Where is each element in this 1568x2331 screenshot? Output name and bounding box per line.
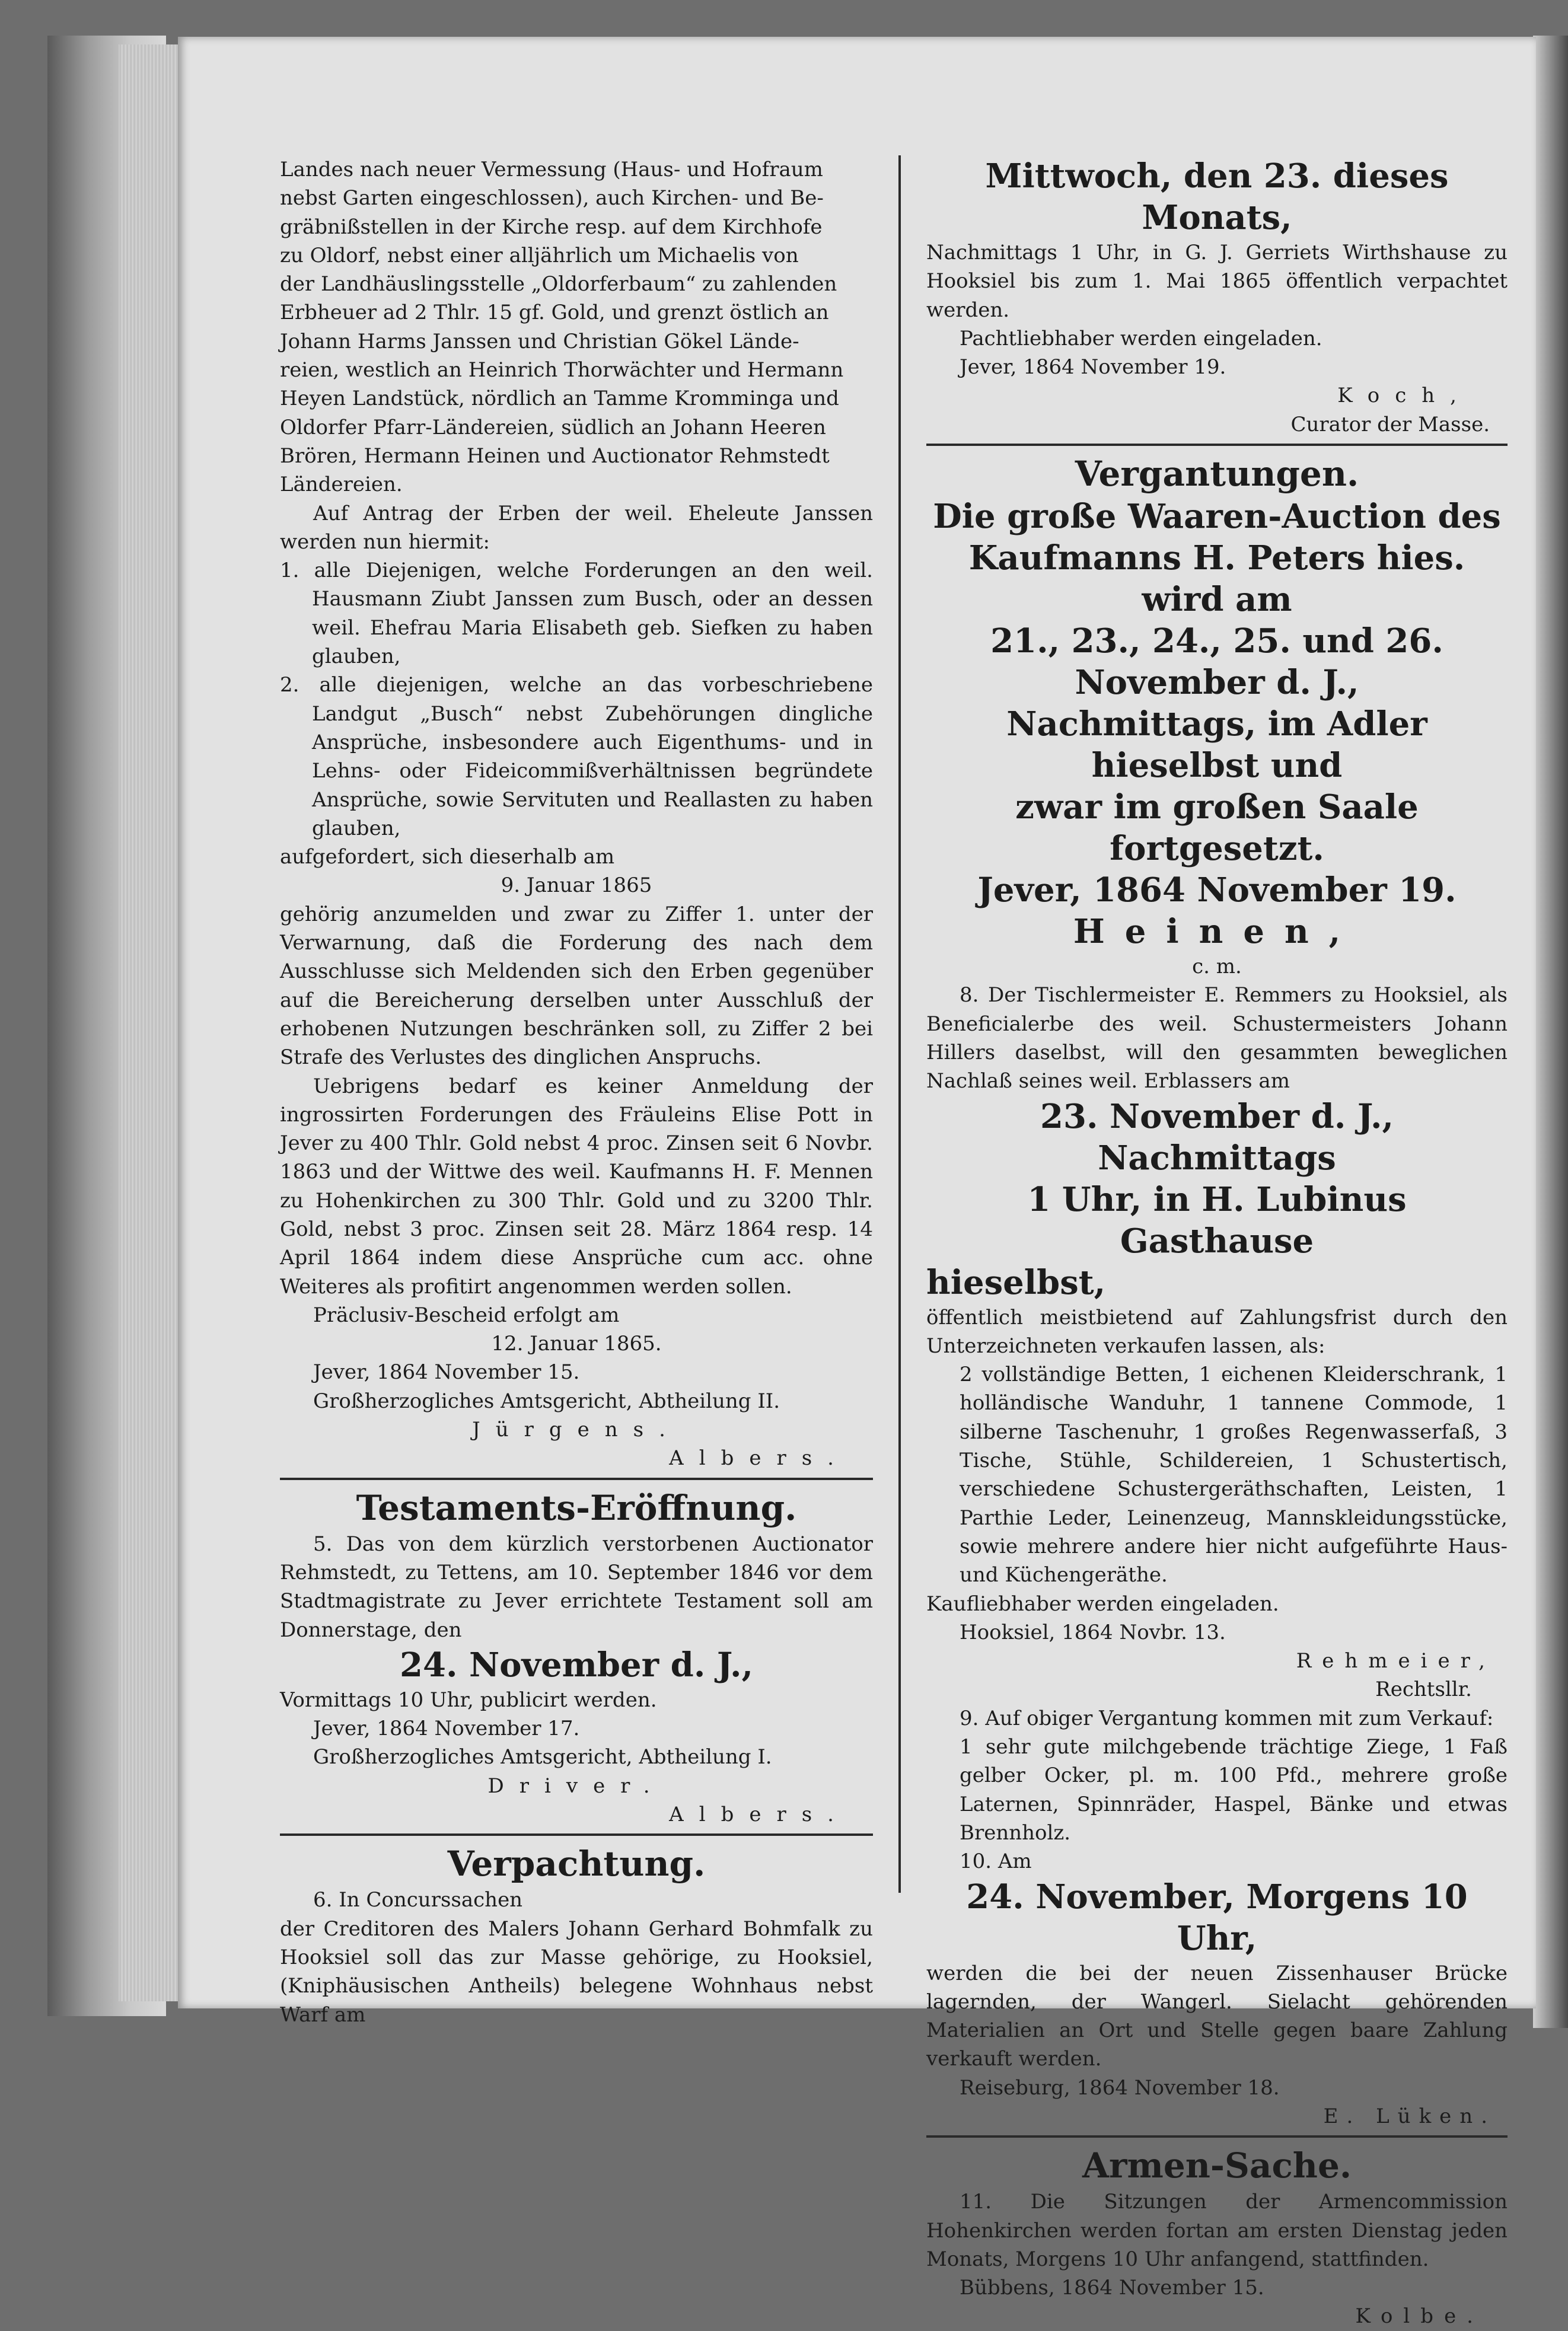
signature-albers-2: Albers.: [669, 1803, 849, 1827]
item8-offentlich: öffentlich meistbietend auf Zahlungsfrist durch den Unterzeichneten verkaufen lassen, als:: [926, 1305, 1508, 1358]
book-spine-right: [1533, 36, 1568, 2028]
signature-albers: Albers.: [669, 1446, 849, 1471]
armen-heading: Armen-Sache.: [1082, 2145, 1352, 2186]
landgut-description: [280, 155, 873, 499]
curator-line: Curator der Masse.: [1290, 412, 1490, 436]
auction-line: Kaufmanns H. Peters hies. wird am: [968, 538, 1465, 620]
auction-line: Nachmittags, im Adler hieselbst und: [1006, 704, 1427, 786]
testament-text: 5. Das von dem kürzlich verstorbenen Auctionator Rehmstedt, zu Tettens, am 10. September 1846 vor dem Stadtmagistrate zu Jever errichtete Testament soll am Donnerstage, den: [280, 1532, 873, 1642]
cm-line: c. m.: [1192, 955, 1242, 979]
praeclusiv-line: Präclusiv-Bescheid erfolgt am: [313, 1303, 620, 1327]
auction-line: Die große Waaren-Auction des: [933, 497, 1501, 537]
section-rule: [280, 1833, 873, 1836]
uebrigens-paragraph: Uebrigens bedarf es keiner Anmeldung der ingrossirten Forderungen des Fräuleins Elise Pott in Jever zu 400 Thlr. Gold nebst 4 proc. Zinsen seit 6 Novbr. 1863 und der Wittwe des weil. Kaufmanns H. F. Mennen zu Hohenkirchen zu 300 Thlr. Gold und zu 3200 Thlr. Gold, nebst 3 proc. Zinsen seit 28. März 1864 resp. 14 April 1864 indem diese Ansprüche cum acc. ohne Weiteres als profitirt angenommen werden sollen.: [280, 1074, 873, 1299]
item8-text: 8. Der Tischlermeister E. Remmers zu Hooksiel, als Beneficialerbe des weil. Schustermeisters Johann Hillers daselbst, will den gesammten beweglichen Nachlaß seines weil. Erblassers am: [926, 983, 1508, 1093]
auction-line: November d. J.,: [1075, 663, 1359, 703]
vergantungen-heading: Vergantungen.: [1075, 454, 1359, 495]
item8-goods: 2 vollständige Betten, 1 eichenen Kleiderschrank, 1 holländische Wanduhr, 1 tannene Commode, 1 silberne Taschenuhr, 1 großes Regenwasserfaß, 3 Tische, Stühle, Schildereien, 1 Schustertisch, verschiedene Schustergeräthschaften, Leisten, 1 Parthie Leder, Leinenzeug, Mannskleidungsstücke, sowie mehrere andere hier nicht aufgeführte Haus- und Küchengeräthe.: [960, 1363, 1508, 1587]
aufgefordert-line: aufgefordert, sich dieserhalb am: [280, 845, 615, 869]
testament-place-date: Jever, 1864 November 17.: [313, 1717, 580, 1741]
mittwoch-line: Mittwoch, den 23. dieses Monats,: [985, 157, 1449, 237]
testament-court: Großherzogliches Amtsgericht, Abtheilung I.: [313, 1745, 772, 1769]
item8-kauf: Kaufliebhaber werden eingeladen.: [926, 1592, 1279, 1616]
text-line: Brören, Hermann Heinen und Auctionator Rehmstedt: [280, 444, 830, 468]
text-line: Erbheuer ad 2 Thlr. 15 gf. Gold, und grenzt östlich an: [280, 301, 829, 325]
text-line: Landes nach neuer Vermessung (Haus- und Hofraum: [280, 158, 823, 181]
signature-juergens: Jürgens.: [472, 1418, 681, 1442]
item10-date: 24. November, Morgens 10 Uhr,: [966, 1877, 1468, 1958]
text-line: nebst Garten eingeschlossen), auch Kirchen- und Be-: [280, 186, 824, 211]
item8-date-line: 23. November d. J., Nachmittags: [1040, 1096, 1394, 1178]
item8-date-line: 1 Uhr, in H. Lubinus Gasthause: [1027, 1179, 1407, 1261]
armen-text: 11. Die Sitzungen der Armencommission Hohenkirchen werden fortan am ersten Dienstag jeden Monats, Morgens 10 Uhr anfangend, stattfinden.: [926, 2190, 1508, 2271]
praeclusiv-date: 12. Januar 1865.: [491, 1332, 662, 1356]
item8-date-line: hieselbst,: [926, 1262, 1106, 1302]
claim-item-2: 2. alle diejenigen, welche an das vorbeschriebene Landgut „Busch“ nebst Zubehörungen dingliche Ansprüche, insbesondere auch Eigenthums- und in Lehns- oder Fideicommißverhältnissen begründete Ansprüche, sowie Servituten und Reallasten zu haben glauben,: [280, 673, 873, 840]
verpachtung-heading: Verpachtung.: [447, 1844, 706, 1884]
auction-line: zwar im großen Saale fortgesetzt.: [1015, 787, 1419, 869]
pacht-line: Pachtliebhaber werden eingeladen.: [960, 326, 1322, 350]
rechtsllr-line: Rechtsllr.: [1375, 1678, 1472, 1702]
text-line: Heyen Landstück, nördlich an Tamme Kromminga und: [280, 387, 839, 411]
signature-heinen: Heinen,: [1073, 912, 1361, 952]
section-rule: [280, 1478, 873, 1480]
testament-date: 24. November d. J.,: [400, 1645, 753, 1685]
testament-time: Vormittags 10 Uhr, publicirt werden.: [280, 1688, 657, 1712]
mittwoch-text: Nachmittags 1 Uhr, in G. J. Gerriets Wirthshause zu Hooksiel bis zum 1. Mai 1865 öffentlich verpachtet werden.: [926, 241, 1508, 322]
signature-kolbe: Kolbe.: [1355, 2304, 1484, 2329]
item10-text: werden die bei der neuen Zissenhauser Brücke lagernden, der Wangerl. Sielacht gehörenden Materialien an Ort und Stelle gegen baare Zahlung verkauft werden.: [926, 1961, 1508, 2071]
claim-item-1: 1. alle Diejenigen, welche Forderungen an den weil. Hausmann Ziubt Janssen zum Busch, oder an dessen weil. Ehefrau Maria Elisabeth geb. Siefken zu haben glauben,: [280, 559, 873, 669]
armen-place-date: Bübbens, 1864 November 15.: [960, 2276, 1264, 2300]
item9-text: 9. Auf obiger Vergantung kommen mit zum Verkauf:: [960, 1706, 1494, 1730]
left-column: [280, 155, 873, 2029]
text-line: reien, westlich an Heinrich Thorwächter und Hermann: [280, 358, 844, 382]
newspaper-page: [178, 37, 1536, 2329]
text-line: zu Oldorf, nebst einer alljährlich um Michaelis von: [280, 243, 799, 267]
signature-driver: Driver.: [487, 1774, 665, 1798]
antrag-paragraph: Auf Antrag der Erben der weil. Eheleute Janssen werden nun hiermit:: [280, 501, 873, 554]
text-line: Johann Harms Janssen und Christian Gökel Lände-: [280, 329, 799, 353]
signature-lueken: E. Lüken.: [1323, 2104, 1496, 2128]
text-line: gräbnißstellen in der Kirche resp. auf dem Kirchhofe: [280, 215, 823, 239]
warning-paragraph: gehörig anzumelden und zwar zu Ziffer 1. unter der Verwarnung, daß die Forderung des nach dem Ausschlusse sich Meldenden sich den Erben gegenüber auf die Bereicherung derselben unter Ausschluß der erhobenen Nutzungen beschränken soll, zu Ziffer 2 bei Strafe des Verlustes des dinglichen Anspruchs.: [280, 902, 873, 1070]
item10-line: 10. Am: [960, 1850, 1032, 1874]
text-line: der Landhäuslingsstelle „Oldorferbaum“ zu zahlenden: [280, 272, 837, 296]
deadline-date: 9. Januar 1865: [501, 873, 652, 898]
column-divider: [898, 155, 901, 1893]
verpachtung-text: der Creditoren des Malers Johann Gerhard Bohmfalk zu Hooksiel soll das zur Masse gehörige, zu Hooksiel, (Kniphäusischen Antheils) belegene Wohnhaus nebst Warf am: [280, 1917, 873, 2027]
section-rule: [926, 444, 1508, 446]
item10-place-date: Reiseburg, 1864 November 18.: [960, 2075, 1280, 2100]
court-name: Großherzogliches Amtsgericht, Abtheilung II.: [313, 1389, 780, 1413]
auction-line: Jever, 1864 November 19.: [977, 870, 1457, 910]
item8-place-date: Hooksiel, 1864 Novbr. 13.: [960, 1620, 1226, 1644]
auction-line: 21., 23., 24., 25. und 26.: [990, 621, 1443, 661]
testament-heading: Testaments-Eröffnung.: [356, 1487, 797, 1528]
text-line: Oldorfer Pfarr-Ländereien, südlich an Johann Heeren: [280, 415, 826, 439]
verpachtung-line1: 6. In Concurssachen: [313, 1888, 523, 1912]
signature-koch: Koch,: [1337, 384, 1472, 408]
section-rule: [926, 2135, 1508, 2138]
page-edges: [119, 44, 178, 2001]
place-date: Jever, 1864 November 19.: [960, 355, 1226, 380]
text-line: Ländereien.: [280, 473, 403, 497]
item9-goods: 1 sehr gute milchgebende trächtige Ziege, 1 Faß gelber Ocker, pl. m. 100 Pfd., mehrere große Laternen, Spinnräder, Haspel, Bänke und etwas Brennholz.: [960, 1735, 1508, 1845]
right-column: [926, 155, 1508, 2331]
signature-rehmeier: Rehmeier,: [1296, 1649, 1496, 1673]
place-date: Jever, 1864 November 15.: [313, 1360, 580, 1385]
